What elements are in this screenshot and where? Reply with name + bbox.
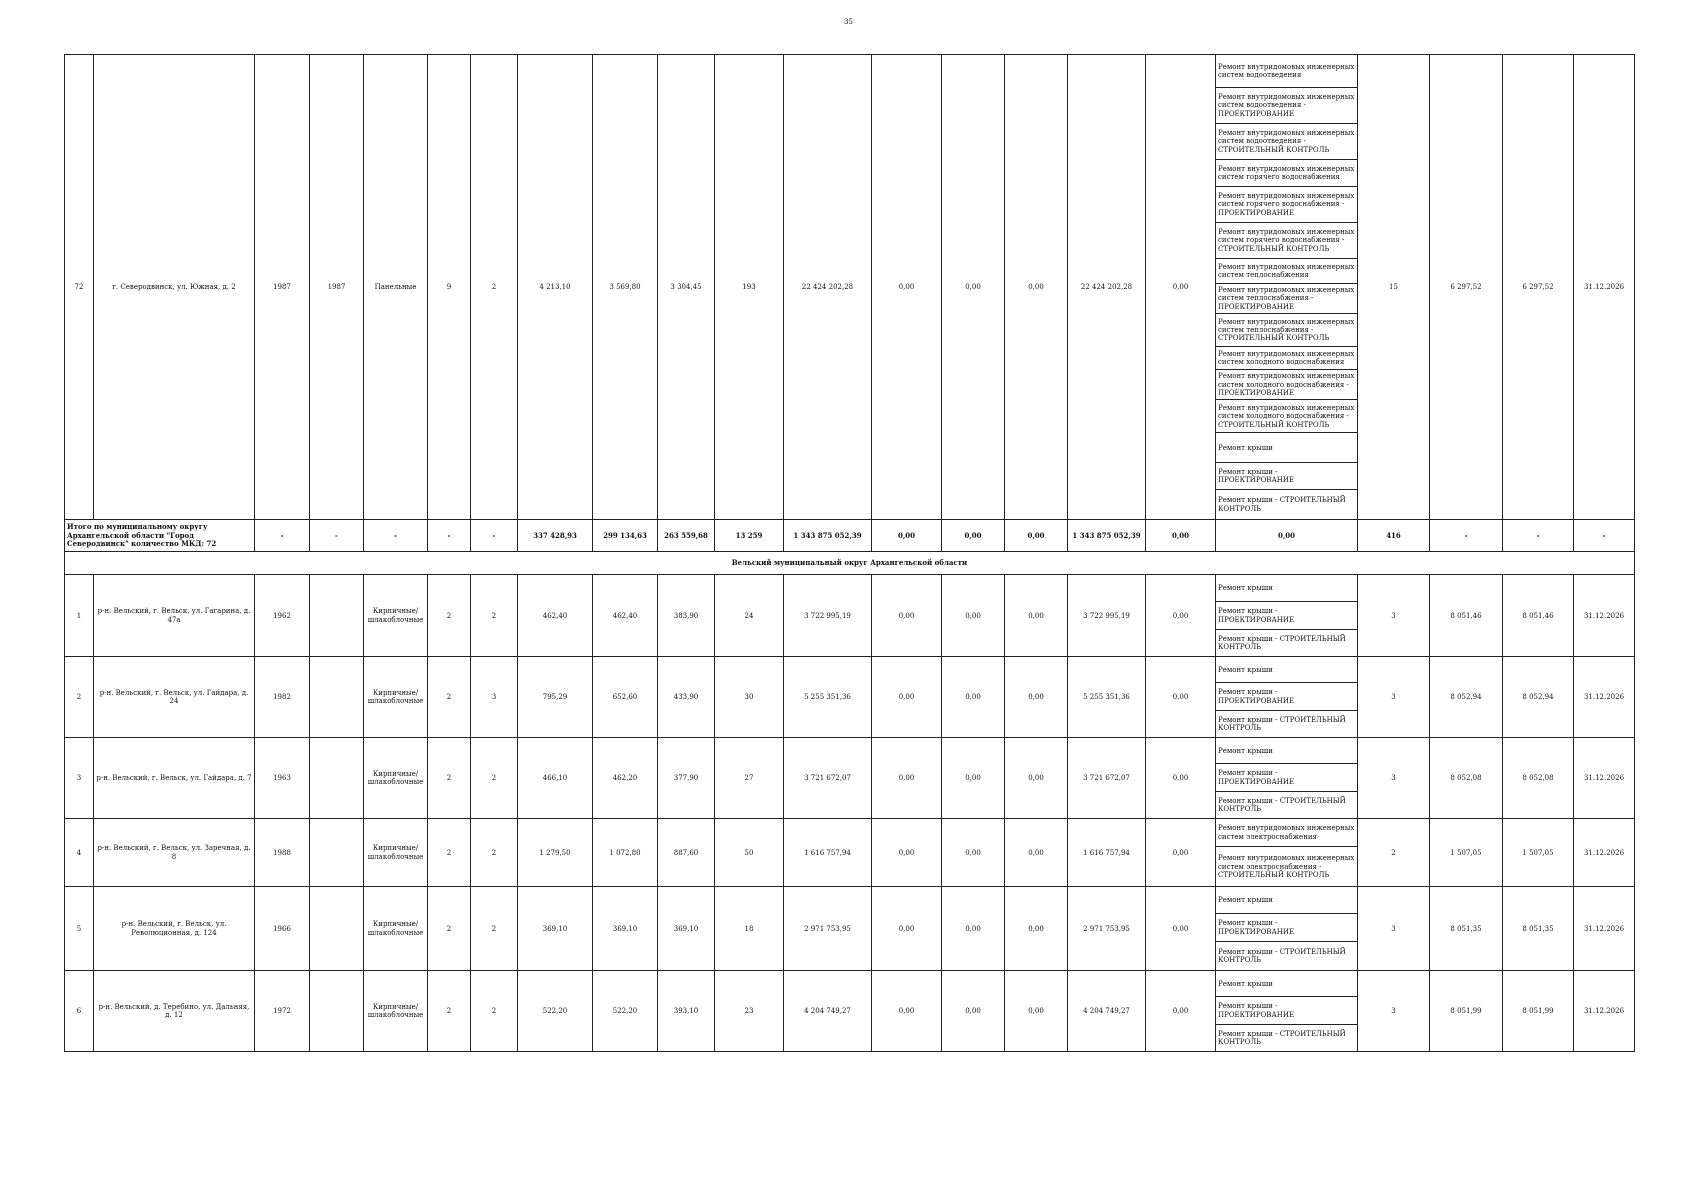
cell-wall-material: Кирпичные/ шлакоблочные: [364, 738, 428, 819]
cell-cost-owners: 2 971 753,95: [1068, 887, 1146, 971]
table-row: [65, 819, 1635, 847]
cell-cost-local: 0,00: [1005, 971, 1068, 1052]
cell-floors: 2: [428, 887, 471, 971]
cell-cost-owners: 1 616 757,94: [1068, 819, 1146, 887]
cell-works-count: 3: [1358, 971, 1430, 1052]
cell-num: 72: [65, 55, 94, 520]
cell-address: р-н. Вельский, г. Вельск, ул. Гагарина, д. 47а: [94, 575, 255, 657]
total-dash: -: [364, 520, 428, 552]
cell-cost-region: 0,00: [942, 819, 1005, 887]
section-row: [65, 552, 1635, 575]
cell-year-built: 1987: [255, 55, 310, 520]
total-area-all: 299 134,63: [593, 520, 658, 552]
cell-work-item: Ремонт внутридомовых инженерных систем горячего водоснабжения - ПРОЕКТИРОВАНИЕ: [1216, 187, 1358, 223]
cell-work-item: Ремонт внутридомовых инженерных систем теплоснабжения - СТРОИТЕЛЬНЫЙ КОНТРОЛЬ: [1216, 314, 1358, 347]
cell-work-item: Ремонт крыши: [1216, 433, 1358, 463]
cell-cost-total: 5 255 351,36: [784, 657, 872, 738]
cell-cost-local: 0,00: [1005, 819, 1068, 887]
total-row: [65, 520, 1635, 552]
cell-cost-other: 0,00: [1146, 738, 1216, 819]
table-row: [65, 55, 1635, 88]
cell-cost-total: 22 424 202,28: [784, 55, 872, 520]
cell-cost-region: 0,00: [942, 738, 1005, 819]
cell-cost-fund: 0,00: [872, 657, 942, 738]
cell-address: г. Северодвинск, ул. Южная, д. 2: [94, 55, 255, 520]
cell-cost-owners: 22 424 202,28: [1068, 55, 1146, 520]
cell-unit-cost-max: 8 051,99: [1503, 971, 1574, 1052]
cell-works-count: 2: [1358, 819, 1430, 887]
cell-unit-cost-max: 8 051,46: [1503, 575, 1574, 657]
total-cost-region: 0,00: [942, 520, 1005, 552]
cell-area-all: 462,20: [593, 738, 658, 819]
cell-wall-material: Панельные: [364, 55, 428, 520]
cell-residents: 24: [715, 575, 784, 657]
total-cost-local: 0,00: [1005, 520, 1068, 552]
table-row: [65, 738, 1635, 764]
cell-residents: 193: [715, 55, 784, 520]
total-label: Итого по муниципальному округу Архангельской области "Город Северодвинск" количество МКД: 72: [65, 520, 255, 552]
cell-unit-cost-max: 1 507,05: [1503, 819, 1574, 887]
cell-floors: 2: [428, 819, 471, 887]
total-cost-other: 0,00: [1146, 520, 1216, 552]
cell-works-count: 3: [1358, 575, 1430, 657]
cell-year-commission: [310, 657, 364, 738]
table-body: [65, 55, 1635, 1052]
cell-work-item: Ремонт внутридомовых инженерных систем холодного водоснабжения - СТРОИТЕЛЬНЫЙ КОНТРОЛЬ: [1216, 400, 1358, 433]
cell-work-item: Ремонт крыши: [1216, 575, 1358, 602]
cell-residents: 23: [715, 971, 784, 1052]
cell-work-item: Ремонт внутридомовых инженерных систем теплоснабжения: [1216, 259, 1358, 284]
cell-unit-cost: 8 052,08: [1430, 738, 1503, 819]
cell-cost-local: 0,00: [1005, 738, 1068, 819]
cell-deadline: 31.12.2026: [1574, 971, 1635, 1052]
cell-unit-cost-max: 8 052,08: [1503, 738, 1574, 819]
cell-area-living: 887,60: [658, 819, 715, 887]
cell-cost-other: 0,00: [1146, 575, 1216, 657]
page-number: 35: [844, 18, 853, 26]
cell-residents: 27: [715, 738, 784, 819]
cell-cost-other: 0,00: [1146, 55, 1216, 520]
cell-deadline: 31.12.2026: [1574, 657, 1635, 738]
cell-year-built: 1963: [255, 738, 310, 819]
cell-cost-fund: 0,00: [872, 887, 942, 971]
cell-address: р-н. Вельский, г. Вельск, ул. Революционная, д. 124: [94, 887, 255, 971]
cell-year-commission: [310, 738, 364, 819]
cell-work-item: Ремонт крыши - СТРОИТЕЛЬНЫЙ КОНТРОЛЬ: [1216, 630, 1358, 657]
cell-year-built: 1982: [255, 657, 310, 738]
cell-deadline: 31.12.2026: [1574, 887, 1635, 971]
cell-area-total: 4 213,10: [518, 55, 593, 520]
cell-work-item: Ремонт внутридомовых инженерных систем холодного водоснабжения: [1216, 347, 1358, 370]
cell-deadline: 31.12.2026: [1574, 575, 1635, 657]
cell-works-count: 15: [1358, 55, 1430, 520]
cell-unit-cost: 6 297,52: [1430, 55, 1503, 520]
cell-cost-region: 0,00: [942, 971, 1005, 1052]
cell-area-living: 369,10: [658, 887, 715, 971]
cell-entrances: 2: [471, 887, 518, 971]
cell-entrances: 2: [471, 575, 518, 657]
cell-num: 6: [65, 971, 94, 1052]
cell-work-item: Ремонт крыши - ПРОЕКТИРОВАНИЕ: [1216, 602, 1358, 630]
total-dash: -: [310, 520, 364, 552]
cell-cost-local: 0,00: [1005, 55, 1068, 520]
cell-cost-other: 0,00: [1146, 971, 1216, 1052]
cell-num: 1: [65, 575, 94, 657]
cell-cost-owners: 5 255 351,36: [1068, 657, 1146, 738]
cell-cost-fund: 0,00: [872, 738, 942, 819]
cell-year-built: 1972: [255, 971, 310, 1052]
cell-works-count: 3: [1358, 738, 1430, 819]
cell-address: р-н. Вельский, г. Вельск, ул. Гайдара, д. 7: [94, 738, 255, 819]
table-row: [65, 971, 1635, 997]
cell-cost-other: 0,00: [1146, 657, 1216, 738]
cell-cost-owners: 3 722 995,19: [1068, 575, 1146, 657]
cell-works-count: 3: [1358, 887, 1430, 971]
cell-wall-material: Кирпичные/ шлакоблочные: [364, 819, 428, 887]
cell-entrances: 2: [471, 738, 518, 819]
cell-unit-cost-max: 6 297,52: [1503, 55, 1574, 520]
cell-year-built: 1988: [255, 819, 310, 887]
cell-work-item: Ремонт крыши - ПРОЕКТИРОВАНИЕ: [1216, 764, 1358, 792]
section-title: Вельский муниципальный округ Архангельской области: [65, 552, 1635, 575]
cell-residents: 50: [715, 819, 784, 887]
cell-work-item: Ремонт крыши: [1216, 887, 1358, 914]
cell-year-built: 1962: [255, 575, 310, 657]
cell-unit-cost-max: 8 051,35: [1503, 887, 1574, 971]
table-row: [65, 575, 1635, 602]
cell-unit-cost-max: 8 052,94: [1503, 657, 1574, 738]
cell-area-total: 369,10: [518, 887, 593, 971]
cell-wall-material: Кирпичные/ шлакоблочные: [364, 575, 428, 657]
cell-work-item: Ремонт крыши - СТРОИТЕЛЬНЫЙ КОНТРОЛЬ: [1216, 490, 1358, 520]
cell-work-item: Ремонт крыши - СТРОИТЕЛЬНЫЙ КОНТРОЛЬ: [1216, 792, 1358, 819]
cell-wall-material: Кирпичные/ шлакоблочные: [364, 657, 428, 738]
cell-area-living: 3 304,45: [658, 55, 715, 520]
cell-residents: 18: [715, 887, 784, 971]
cell-deadline: 31.12.2026: [1574, 738, 1635, 819]
total-works-count: 416: [1358, 520, 1430, 552]
cell-deadline: 31.12.2026: [1574, 819, 1635, 887]
program-table: [64, 54, 1635, 1052]
cell-work-item: Ремонт внутридомовых инженерных систем холодного водоснабжения - ПРОЕКТИРОВАНИЕ: [1216, 370, 1358, 400]
cell-work-item: Ремонт крыши - СТРОИТЕЛЬНЫЙ КОНТРОЛЬ: [1216, 711, 1358, 738]
table-row: [65, 657, 1635, 683]
cell-work-item: Ремонт крыши - СТРОИТЕЛЬНЫЙ КОНТРОЛЬ: [1216, 1025, 1358, 1052]
cell-year-built: 1966: [255, 887, 310, 971]
cell-entrances: 3: [471, 657, 518, 738]
cell-year-commission: [310, 887, 364, 971]
cell-works-count: 3: [1358, 657, 1430, 738]
cell-unit-cost: 8 051,35: [1430, 887, 1503, 971]
total-dash: -: [1430, 520, 1503, 552]
cell-num: 3: [65, 738, 94, 819]
cell-cost-local: 0,00: [1005, 887, 1068, 971]
cell-cost-region: 0,00: [942, 887, 1005, 971]
cell-floors: 2: [428, 575, 471, 657]
cell-area-all: 462,40: [593, 575, 658, 657]
total-dash: -: [1503, 520, 1574, 552]
cell-area-total: 462,40: [518, 575, 593, 657]
cell-work-item: Ремонт внутридомовых инженерных систем теплоснабжения - ПРОЕКТИРОВАНИЕ: [1216, 284, 1358, 314]
cell-area-all: 3 569,80: [593, 55, 658, 520]
cell-work-item: Ремонт внутридомовых инженерных систем водоотведения - СТРОИТЕЛЬНЫЙ КОНТРОЛЬ: [1216, 124, 1358, 160]
cell-cost-other: 0,00: [1146, 887, 1216, 971]
cell-area-total: 1 279,50: [518, 819, 593, 887]
cell-area-all: 1 072,80: [593, 819, 658, 887]
cell-year-commission: [310, 575, 364, 657]
cell-num: 5: [65, 887, 94, 971]
cell-work-item: Ремонт внутридомовых инженерных систем горячего водоснабжения - СТРОИТЕЛЬНЫЙ КОНТРОЛЬ: [1216, 223, 1358, 259]
cell-cost-total: 3 721 672,07: [784, 738, 872, 819]
cell-wall-material: Кирпичные/ шлакоблочные: [364, 887, 428, 971]
cell-cost-owners: 4 204 749,27: [1068, 971, 1146, 1052]
cell-work-item: Ремонт внутридомовых инженерных систем электроснабжения: [1216, 819, 1358, 847]
cell-floors: 2: [428, 657, 471, 738]
cell-area-total: 466,10: [518, 738, 593, 819]
cell-unit-cost: 8 052,94: [1430, 657, 1503, 738]
cell-residents: 30: [715, 657, 784, 738]
cell-cost-fund: 0,00: [872, 55, 942, 520]
cell-num: 2: [65, 657, 94, 738]
cell-area-total: 522,20: [518, 971, 593, 1052]
cell-address: р-н. Вельский, г. Вельск, ул. Заречная, д. 8: [94, 819, 255, 887]
cell-unit-cost: 8 051,99: [1430, 971, 1503, 1052]
total-dash: -: [1574, 520, 1635, 552]
cell-floors: 2: [428, 738, 471, 819]
cell-cost-local: 0,00: [1005, 575, 1068, 657]
cell-unit-cost: 8 051,46: [1430, 575, 1503, 657]
total-dash: -: [428, 520, 471, 552]
cell-work-item: Ремонт крыши: [1216, 971, 1358, 997]
cell-work-item: Ремонт внутридомовых инженерных систем водоотведения - ПРОЕКТИРОВАНИЕ: [1216, 88, 1358, 124]
total-cost-total: 1 343 875 052,39: [784, 520, 872, 552]
cell-cost-total: 1 616 757,94: [784, 819, 872, 887]
cell-entrances: 2: [471, 55, 518, 520]
cell-area-living: 383,90: [658, 575, 715, 657]
cell-wall-material: Кирпичные/ шлакоблочные: [364, 971, 428, 1052]
cell-work-item: Ремонт крыши - ПРОЕКТИРОВАНИЕ: [1216, 914, 1358, 942]
cell-num: 4: [65, 819, 94, 887]
cell-year-commission: [310, 971, 364, 1052]
cell-unit-cost: 1 507,05: [1430, 819, 1503, 887]
cell-area-living: 433,90: [658, 657, 715, 738]
cell-cost-total: 4 204 749,27: [784, 971, 872, 1052]
cell-address: р-н. Вельский, г. Вельск, ул. Гайдара, д. 24: [94, 657, 255, 738]
cell-work-item: Ремонт крыши - ПРОЕКТИРОВАНИЕ: [1216, 463, 1358, 490]
cell-year-commission: [310, 819, 364, 887]
cell-cost-fund: 0,00: [872, 575, 942, 657]
cell-area-all: 652,60: [593, 657, 658, 738]
cell-cost-owners: 3 721 672,07: [1068, 738, 1146, 819]
cell-cost-local: 0,00: [1005, 657, 1068, 738]
total-area-total: 337 428,93: [518, 520, 593, 552]
total-residents: 13 259: [715, 520, 784, 552]
cell-cost-region: 0,00: [942, 575, 1005, 657]
total-cost-owners: 1 343 875 052,39: [1068, 520, 1146, 552]
cell-floors: 9: [428, 55, 471, 520]
cell-entrances: 2: [471, 971, 518, 1052]
cell-work-item: Ремонт крыши - ПРОЕКТИРОВАНИЕ: [1216, 683, 1358, 711]
cell-cost-total: 2 971 753,95: [784, 887, 872, 971]
cell-work-item: Ремонт крыши: [1216, 657, 1358, 683]
total-works: 0,00: [1216, 520, 1358, 552]
cell-area-living: 377,90: [658, 738, 715, 819]
cell-work-item: Ремонт крыши - СТРОИТЕЛЬНЫЙ КОНТРОЛЬ: [1216, 942, 1358, 971]
cell-floors: 2: [428, 971, 471, 1052]
total-cost-fund: 0,00: [872, 520, 942, 552]
cell-year-commission: 1987: [310, 55, 364, 520]
table-row: [65, 887, 1635, 914]
cell-cost-region: 0,00: [942, 55, 1005, 520]
cell-cost-total: 3 722 995,19: [784, 575, 872, 657]
cell-work-item: Ремонт крыши - ПРОЕКТИРОВАНИЕ: [1216, 997, 1358, 1025]
cell-area-total: 795,29: [518, 657, 593, 738]
cell-work-item: Ремонт внутридомовых инженерных систем водоотведения: [1216, 55, 1358, 88]
cell-address: р-н. Вельский, д. Теребино, ул. Дальняя, д. 12: [94, 971, 255, 1052]
cell-work-item: Ремонт крыши: [1216, 738, 1358, 764]
cell-entrances: 2: [471, 819, 518, 887]
cell-cost-other: 0,00: [1146, 819, 1216, 887]
cell-work-item: Ремонт внутридомовых инженерных систем электроснабжения - СТРОИТЕЛЬНЫЙ КОНТРОЛЬ: [1216, 847, 1358, 887]
cell-deadline: 31.12.2026: [1574, 55, 1635, 520]
total-dash: -: [471, 520, 518, 552]
total-dash: -: [255, 520, 310, 552]
cell-cost-fund: 0,00: [872, 819, 942, 887]
cell-work-item: Ремонт внутридомовых инженерных систем горячего водоснабжения: [1216, 160, 1358, 187]
total-area-living: 263 559,68: [658, 520, 715, 552]
cell-area-living: 393,10: [658, 971, 715, 1052]
cell-cost-fund: 0,00: [872, 971, 942, 1052]
cell-area-all: 369,10: [593, 887, 658, 971]
cell-cost-region: 0,00: [942, 657, 1005, 738]
cell-area-all: 522,20: [593, 971, 658, 1052]
